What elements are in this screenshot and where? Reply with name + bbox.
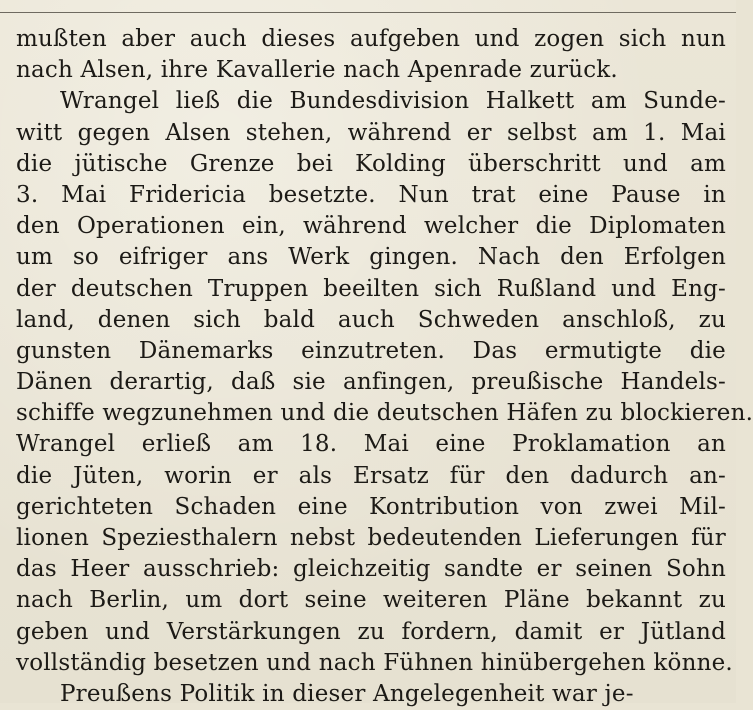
text-line: Wrangel ließ die Bundesdivision Halkett am Sunde-	[60, 88, 726, 115]
text-line: gerichteten Schaden eine Kontribution von zwei Mil-	[16, 493, 726, 520]
text-line: nach Berlin, um dort seine weiteren Pläne bekannt zu	[16, 587, 726, 614]
text-line: land, denen sich bald auch Schweden anschloß, zu	[16, 306, 726, 333]
text-line: Wrangel erließ am 18. Mai eine Proklamation an	[16, 431, 726, 458]
text-line: lionen Speziesthalern nebst bedeutenden Lieferungen für	[16, 525, 726, 551]
text-line: das Heer ausschrieb: gleichzeitig sandte er seinen Sohn	[16, 556, 726, 583]
text-line: die jütische Grenze bei Kolding überschritt und am	[16, 150, 726, 177]
text-line-cut-off: Preußens Politik in dieser Angelegenheit war je-	[60, 680, 634, 707]
text-line: der deutschen Truppen beeilten sich Rußland und Eng-	[16, 275, 726, 302]
text-line: witt gegen Alsen stehen, während er selbst am 1. Mai	[16, 119, 726, 146]
text-line: schiffe wegzunehmen und die deutschen Häfen zu blockieren.	[16, 400, 753, 427]
text-line: nach Alsen, ihre Kavallerie nach Apenrade zurück.	[16, 57, 618, 84]
header-rule	[0, 12, 736, 13]
text-line: geben und Verstärkungen zu fordern, damit er Jütland	[16, 618, 726, 645]
body-text	[16, 24, 753, 707]
text-line: vollständig besetzen und nach Fühnen hinübergehen könne.	[16, 649, 733, 676]
text-line: um so eifriger ans Werk gingen. Nach den Erfolgen	[16, 244, 726, 271]
text-line: 3. Mai Fridericia besetzte. Nun trat eine Pause in	[16, 181, 726, 208]
text-line: mußten aber auch dieses aufgeben und zogen sich nun	[16, 26, 726, 52]
text-line: den Operationen ein, während welcher die Diplomaten	[16, 213, 726, 240]
text-line: die Jüten, worin er als Ersatz für den dadurch an-	[16, 462, 726, 489]
text-line: Dänen derartig, daß sie anfingen, preußische Handels-	[16, 369, 726, 396]
text-line: gunsten Dänemarks einzutreten. Das ermutigte die	[16, 337, 726, 364]
